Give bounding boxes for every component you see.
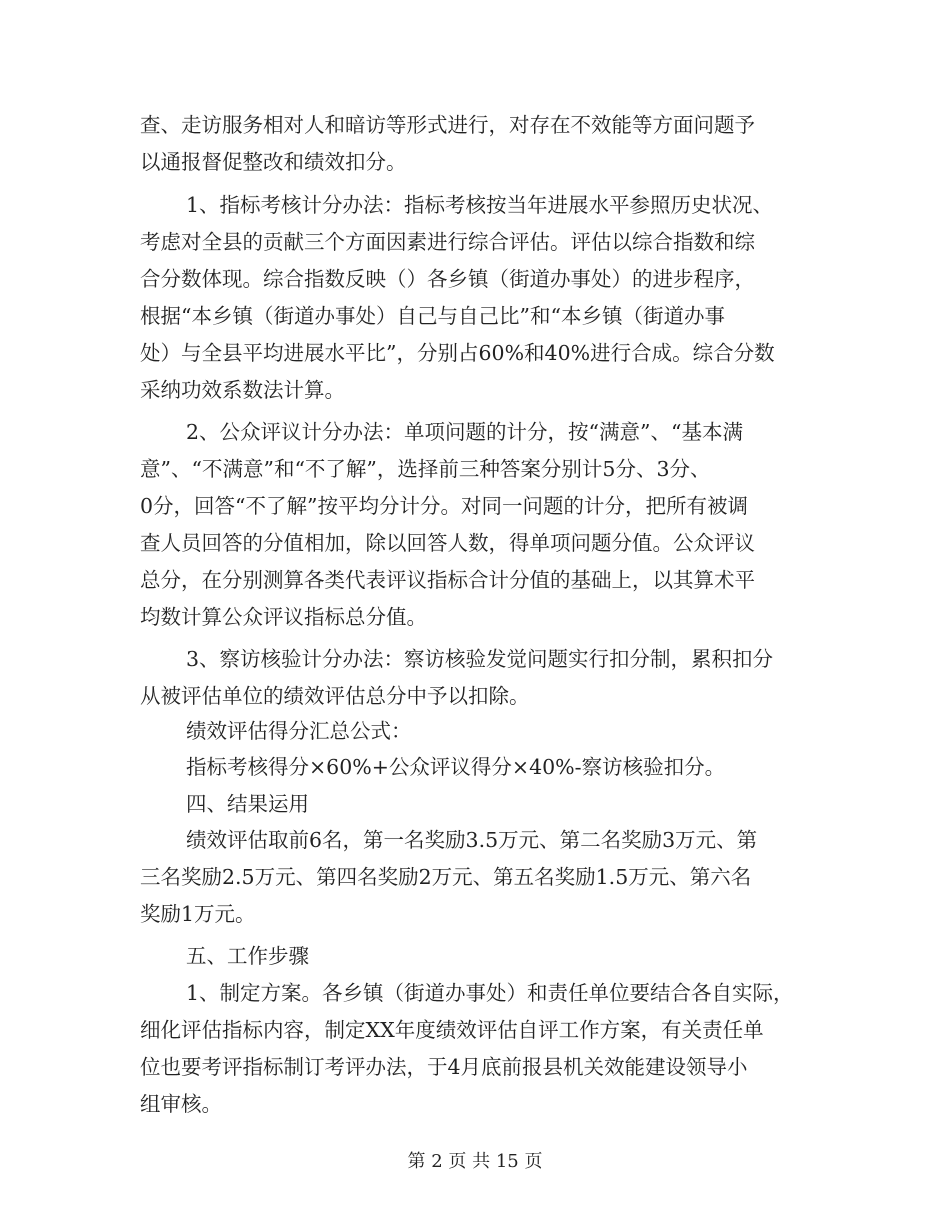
text-line: 三名奖励2.5万元、第四名奖励2万元、第五名奖励1.5万元、第六名 (140, 865, 752, 889)
text-line: 处）与全县平均进展水平比”，分别占60%和40%进行合成。综合分数 (140, 341, 775, 365)
formula-heading: 绩效评估得分汇总公式： (186, 719, 412, 743)
text-line: 查、走访服务相对人和暗访等形式进行，对存在不效能等方面问题予 (140, 113, 755, 137)
text-line: 意”、“不满意”和“不了解”，选择前三种答案分别计5分、3分、 (140, 457, 711, 481)
text-line: 采纳功效系数法计算。 (140, 378, 345, 402)
section-heading-steps: 五、工作步骤 (186, 944, 309, 968)
text-line: 细化评估指标内容，制定XX年度绩效评估自评工作方案，有关责任单 (140, 1018, 764, 1042)
paragraph-first-line: 2、公众评议计分办法：单项问题的计分，按“满意”、“基本满 (186, 420, 743, 444)
formula-line: 指标考核得分×60%+公众评议得分×40%-察访核验扣分。 (186, 755, 726, 779)
paragraph-first-line: 3、察访核验计分办法：察访核验发觉问题实行扣分制，累积扣分 (186, 647, 774, 671)
text-line: 根据“本乡镇（街道办事处）自己与自己比”和“本乡镇（街道办事 (140, 304, 725, 328)
paragraph-first-line: 1、制定方案。各乡镇（街道办事处）和责任单位要结合各自实际， (186, 981, 794, 1005)
text-line: 查人员回答的分值相加，除以回答人数，得单项问题分值。公众评议 (140, 531, 755, 555)
text-line: 奖励1万元。 (140, 902, 256, 926)
text-line: 组审核。 (140, 1092, 222, 1116)
text-line: 以通报督促整改和绩效扣分。 (140, 150, 407, 174)
text-line: 位也要考评指标制订考评办法，于4月底前报县机关效能建设领导小 (140, 1055, 748, 1079)
section-heading-results: 四、结果运用 (186, 792, 309, 816)
text-line: 0分，回答“不了解”按平均分计分。对同一问题的计分，把所有被调 (140, 494, 749, 518)
text-line: 考虑对全县的贡献三个方面因素进行综合评估。评估以综合指数和综 (140, 230, 755, 254)
paragraph-first-line: 绩效评估取前6名，第一名奖励3.5万元、第二名奖励3万元、第 (186, 828, 758, 852)
text-line: 均数计算公众评议指标总分值。 (140, 605, 427, 629)
paragraph-first-line: 1、指标考核计分办法：指标考核按当年进展水平参照历史状况、 (186, 193, 774, 217)
text-line: 合分数体现。综合指数反映（）各乡镇（街道办事处）的进步程序， (140, 267, 755, 291)
page-number-footer: 第 2 页 共 15 页 (407, 1151, 543, 1172)
text-line: 从被评估单位的绩效评估总分中予以扣除。 (140, 684, 530, 708)
text-line: 总分，在分别测算各类代表评议指标合计分值的基础上，以其算术平 (140, 568, 755, 592)
